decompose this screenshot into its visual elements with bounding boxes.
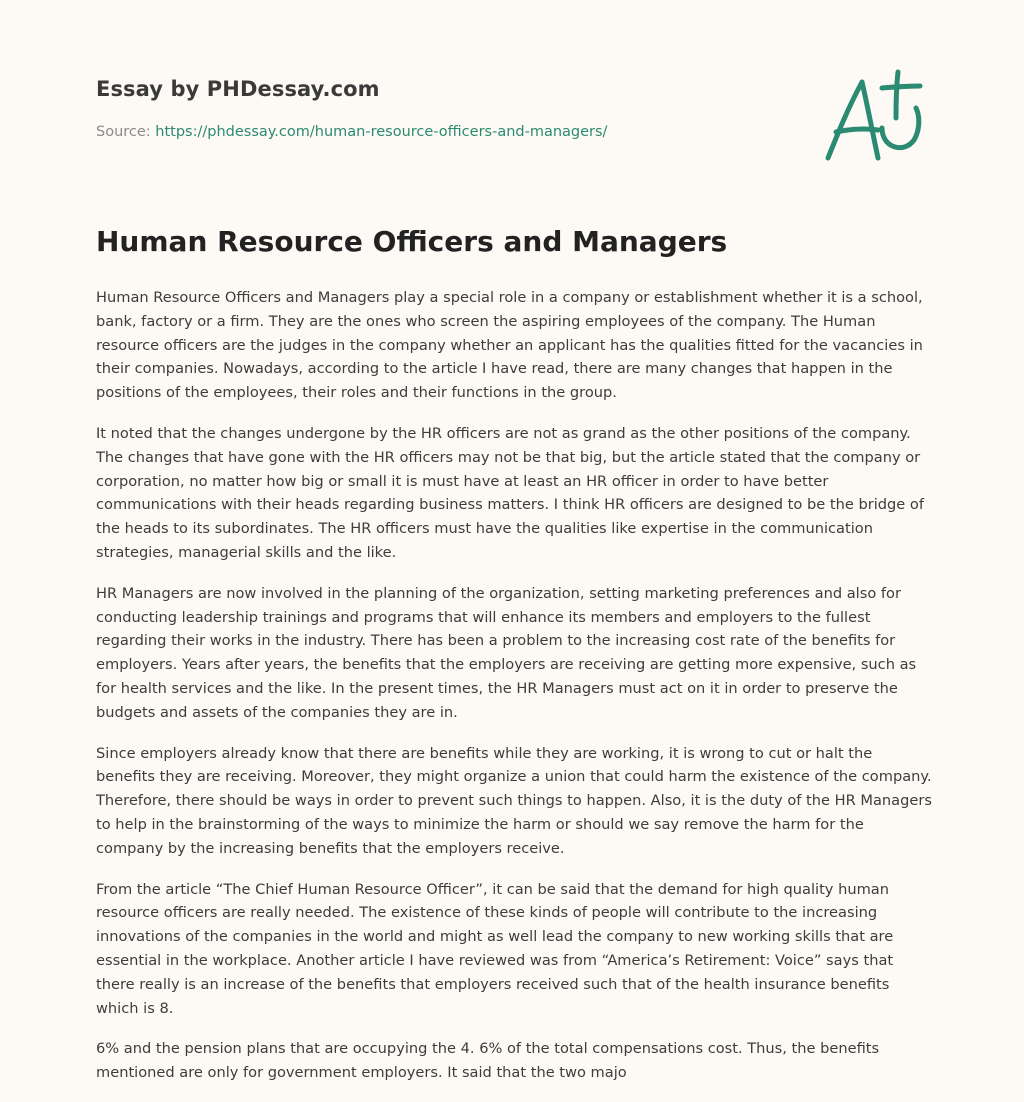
essay-paragraph: It noted that the changes undergone by the HR officers are not as grand as the other positions of the company. The changes that have gone with the HR officers may not be that big, but the article stated that the company or corporation, no matter how big or small it is must have at least an HR officer in order to have better communications with their heads regarding business matters. I think HR officers are designed to be the bridge of the heads to its subordinates. The HR officers must have the qualities like expertise in the communication strategies, managerial skills and the like. (96, 424, 924, 561)
essay-paragraph: Since employers already know that there are benefits while they are working, it is wrong to cut or halt the benefits they are receiving. Moreover, they might organize a union that could harm the existence of the company. Therefore, there should be ways in order to prevent such things to happen. Also, it is the duty of the HR Managers to help in the brainstorming of the ways to minimize the harm or should we say remove the harm for the company by the increasing benefits that the employers receive. (96, 744, 932, 857)
a-plus-logo-icon (816, 68, 926, 166)
essay-paragraph: Human Resource Officers and Managers play a special role in a company or establishment whether it is a school, bank, factory or a firm. They are the ones who screen the aspiring employees of the company. The Human resource officers are the judges in the company whether an applicant has the qualities fitted for the vacancies in their companies. Nowadays, according to the article I have read, there are many changes that happen in the positions of the employees, their roles and their functions in the group. (96, 289, 923, 402)
essay-paragraph: From the article “The Chief Human Resource Officer”, it can be said that the demand for high quality human resource officers are really needed. The existence of these kinds of people will contribute to the increasing innovations of the companies in the world and might as well lead the company to new working skills that are essential in the workplace. Another article I have reviewed was from “America’s Retirement: Voice” says that there really is an increase of the benefits that employers received such that of the health insurance benefits which is 8. (96, 880, 894, 1017)
source-line (96, 124, 607, 140)
essay-title: Human Resource Officers and Managers (96, 225, 728, 258)
site-brand: Essay by PHDessay.com (96, 77, 380, 101)
essay-paragraph: 6% and the pension plans that are occupying the 4. 6% of the total compensations cost. Thus, the benefits mentioned are only for government employers. It said that the two majo (96, 1040, 880, 1082)
source-label: Source: (96, 124, 151, 140)
essay-body (96, 286, 932, 1102)
essay-paragraph: HR Managers are now involved in the planning of the organization, setting marketing preferences and also for conducting leadership trainings and programs that will enhance its members and employers to the fullest regarding their works in the industry. There has been a problem to the increasing cost rate of the benefits for employers. Years after years, the benefits that the employers are receiving are getting more expensive, such as for health services and the like. In the present times, the HR Managers must act on it in order to preserve the budgets and assets of the companies they are in. (96, 584, 917, 721)
source-link[interactable]: https://phdessay.com/human-resource-officers-and-managers/ (155, 124, 608, 140)
